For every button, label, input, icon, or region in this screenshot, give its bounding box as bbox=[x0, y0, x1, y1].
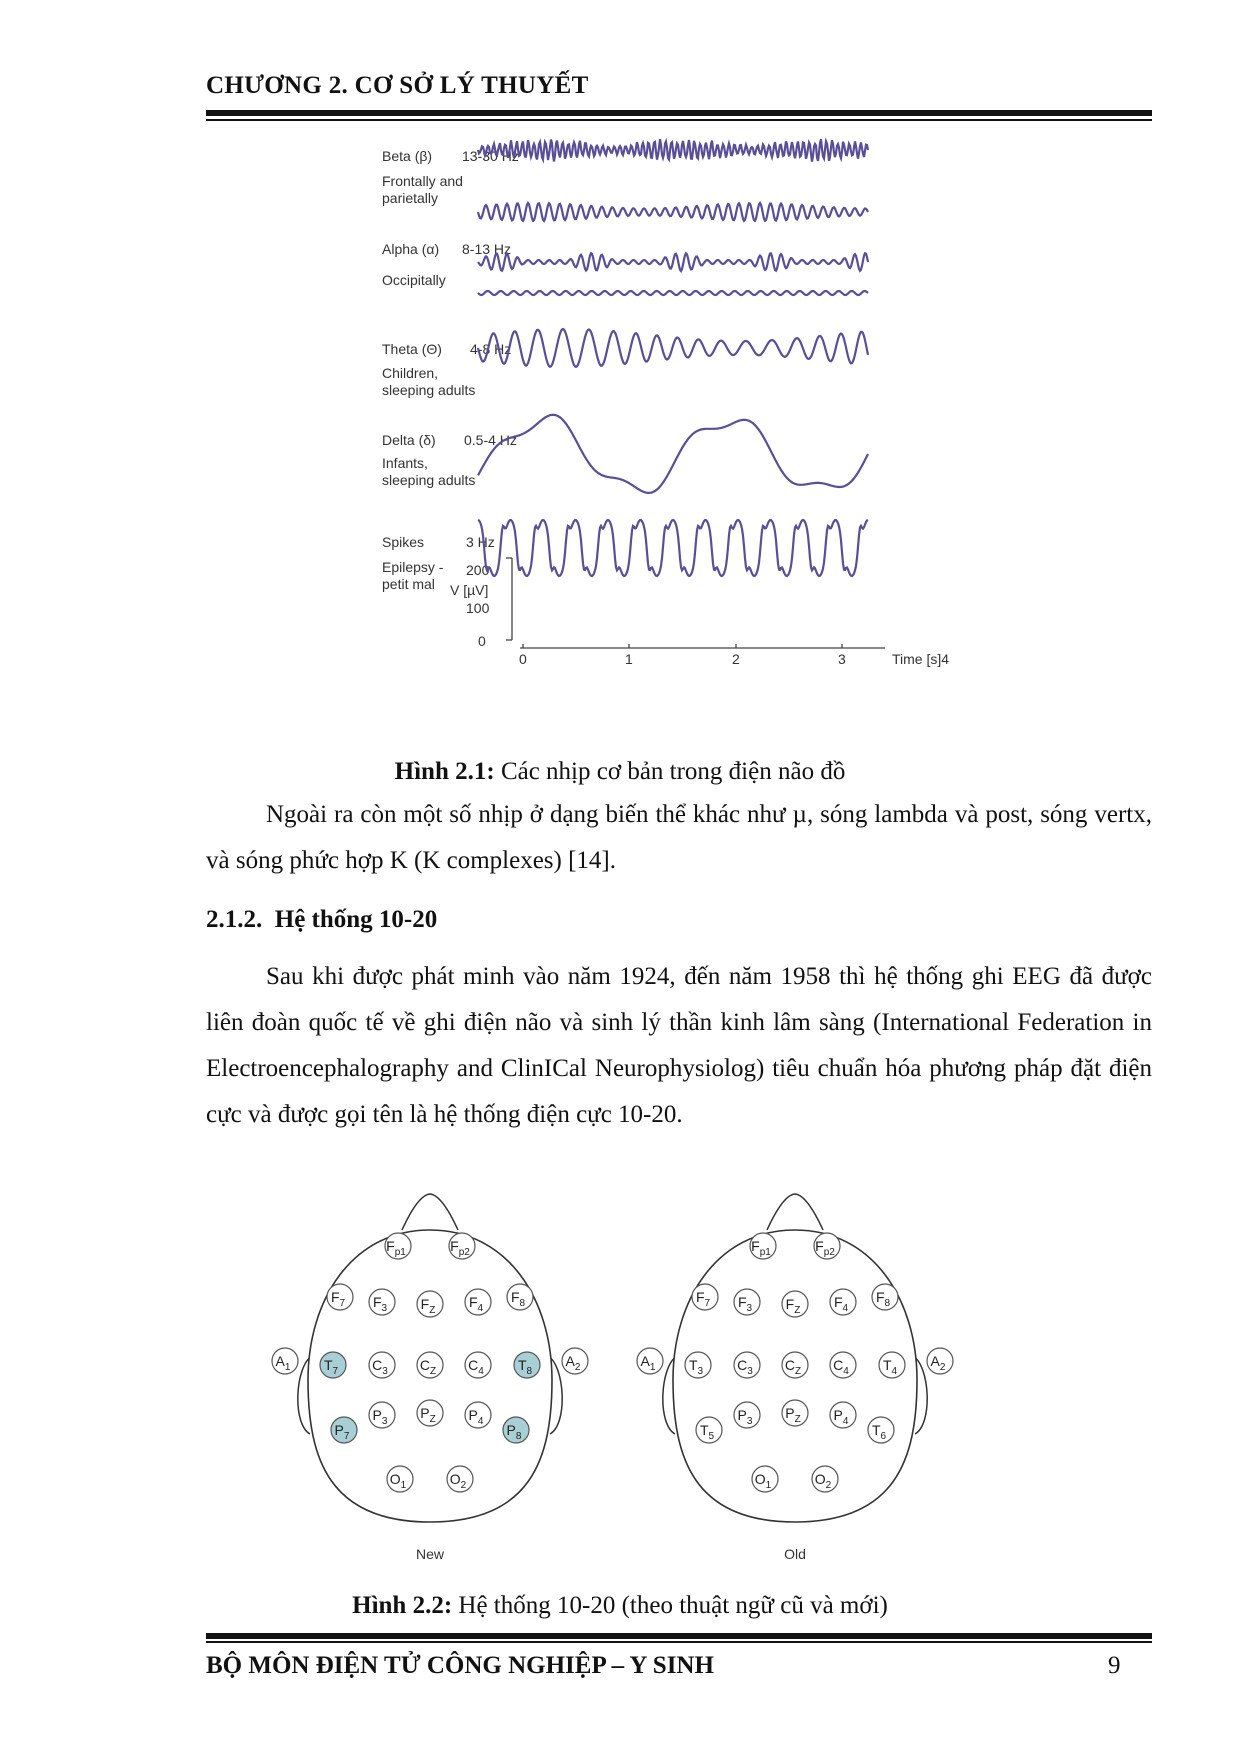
theta-wave bbox=[478, 329, 868, 367]
electrode-t7 bbox=[320, 1352, 346, 1378]
electrode-t3 bbox=[685, 1352, 711, 1378]
band-freq-theta: 4-8 Hz bbox=[470, 341, 512, 357]
electrode-p7 bbox=[331, 1417, 357, 1443]
band-desc-beta-2: parietally bbox=[382, 190, 439, 206]
band-desc-theta-1: Children, bbox=[382, 365, 439, 381]
electrode-subscript: 3 bbox=[746, 1303, 753, 1314]
electrode-fz bbox=[417, 1291, 443, 1317]
electrode-pz bbox=[782, 1400, 808, 1426]
x-tick-2: 2 bbox=[732, 651, 740, 667]
electrode-subscript: 8 bbox=[519, 1298, 526, 1309]
electrode-c3 bbox=[369, 1352, 395, 1378]
electrode-subscript: 2 bbox=[825, 1480, 832, 1491]
figure2-caption-label: Hình 2.2: bbox=[352, 1592, 453, 1619]
electrode-f4 bbox=[465, 1289, 491, 1315]
x-tick-1: 1 bbox=[625, 651, 633, 667]
electrode-t4 bbox=[879, 1352, 905, 1378]
y-tick-200: 200 bbox=[466, 562, 490, 578]
electrode-f3 bbox=[369, 1289, 395, 1315]
electrode-subscript: 3 bbox=[381, 1416, 388, 1427]
electrode-subscript: 3 bbox=[381, 1303, 388, 1314]
band-desc-theta-2: sleeping adults bbox=[382, 382, 476, 398]
head-diagram-new bbox=[272, 1194, 588, 1562]
header-rule bbox=[206, 110, 1152, 116]
electrode-letter: O bbox=[389, 1471, 401, 1487]
band-desc-spikes-1: Epilepsy - bbox=[382, 559, 444, 575]
figure2-caption bbox=[0, 1592, 1240, 1620]
electrode-subscript: 2 bbox=[574, 1362, 581, 1373]
electrode-subscript: 4 bbox=[843, 1366, 849, 1377]
head-label: New bbox=[415, 1546, 445, 1562]
electrode-subscript: Z bbox=[794, 1305, 801, 1316]
electrode-letter: T bbox=[882, 1357, 892, 1373]
electrode-t6 bbox=[868, 1417, 894, 1443]
alpha-wave-2 bbox=[478, 253, 868, 271]
nose-outline bbox=[767, 1194, 823, 1230]
head-diagram-old bbox=[637, 1194, 953, 1562]
electrode-letter: O bbox=[754, 1471, 766, 1487]
electrode-letter: P bbox=[833, 1407, 843, 1423]
band-freq-spikes: 3 Hz bbox=[466, 534, 495, 550]
eeg-rhythms-figure bbox=[370, 140, 980, 730]
electrode-subscript: 4 bbox=[478, 1366, 484, 1377]
band-desc-delta-2: sleeping adults bbox=[382, 472, 476, 488]
electrode-subscript: 4 bbox=[891, 1366, 898, 1377]
band-desc-beta-1: Frontally and bbox=[382, 173, 463, 189]
x-axis-label: Time [s]4 bbox=[892, 651, 950, 667]
spikes-wave bbox=[478, 520, 868, 576]
band-name-beta: Beta (β) bbox=[382, 148, 433, 164]
electrode-letter: C bbox=[468, 1357, 479, 1373]
header-rule-thin bbox=[206, 119, 1152, 121]
electrode-subscript: 4 bbox=[842, 1416, 849, 1427]
electrode-letter: F bbox=[372, 1294, 382, 1310]
electrode-subscript: 3 bbox=[697, 1366, 704, 1377]
electrode-letter: F bbox=[833, 1294, 843, 1310]
electrode-subscript: 5 bbox=[708, 1431, 715, 1442]
electrode-subscript: 3 bbox=[382, 1366, 388, 1377]
electrode-t5 bbox=[696, 1417, 722, 1443]
figure1-caption-label: Hình 2.1: bbox=[394, 758, 495, 785]
electrode-letter: P bbox=[468, 1407, 478, 1423]
electrode-pz bbox=[417, 1400, 443, 1426]
electrode-letter: F bbox=[420, 1296, 430, 1312]
electrode-letter: P bbox=[420, 1405, 430, 1421]
electrode-subscript: p1 bbox=[759, 1247, 771, 1258]
electrode-o2 bbox=[812, 1466, 838, 1492]
electrode-subscript: 2 bbox=[460, 1480, 467, 1491]
paragraph-10-20-system: Sau khi được phát minh vào năm 1924, đến năm 1958 thì hệ thống ghi EEG đã được liên đoàn quốc tế về ghi điện não và sinh lý thần kinh lâm sàng (International Federation in Electroencephalography and ClinICal Neurophysiolog) tiêu chuẩn hóa phương pháp đặt điện cực và được gọi tên là hệ thống điện cực 10-20. bbox=[206, 963, 1152, 1128]
electrode-letter: A bbox=[275, 1353, 285, 1369]
electrode-letter: C bbox=[372, 1357, 383, 1373]
band-freq-delta: 0.5-4 Hz bbox=[464, 432, 517, 448]
electrode-p8 bbox=[503, 1417, 529, 1443]
figure1-caption bbox=[0, 758, 1240, 786]
electrode-f4 bbox=[830, 1289, 856, 1315]
electrode-fz bbox=[782, 1291, 808, 1317]
electrode-subscript: 7 bbox=[343, 1431, 350, 1442]
electrode-letter: T bbox=[688, 1357, 698, 1373]
electrode-letter: T bbox=[871, 1422, 881, 1438]
ten-twenty-system-figure bbox=[275, 1160, 1060, 1600]
electrode-subscript: 8 bbox=[884, 1298, 891, 1309]
electrode-subscript: Z bbox=[430, 1366, 437, 1377]
electrode-letter: F bbox=[785, 1296, 795, 1312]
electrode-fp2 bbox=[449, 1233, 475, 1259]
figure1-caption-text: Các nhịp cơ bản trong điện não đồ bbox=[494, 758, 846, 785]
electrode-p4 bbox=[465, 1402, 491, 1428]
electrode-o2 bbox=[447, 1466, 473, 1492]
nose-outline bbox=[402, 1194, 458, 1230]
electrode-letter: P bbox=[372, 1407, 382, 1423]
section-title: Hệ thống 10-20 bbox=[274, 906, 438, 933]
electrode-t8 bbox=[514, 1352, 540, 1378]
electrode-subscript: 1 bbox=[284, 1362, 291, 1373]
electrode-letter: O bbox=[814, 1471, 826, 1487]
band-desc-alpha-1: Occipitally bbox=[382, 272, 446, 288]
electrode-subscript: 7 bbox=[332, 1366, 339, 1377]
band-name-theta: Theta (Θ) bbox=[382, 341, 442, 357]
electrode-f7 bbox=[692, 1284, 718, 1310]
electrode-subscript: 8 bbox=[526, 1366, 533, 1377]
electrode-letter: F bbox=[737, 1294, 747, 1310]
electrode-subscript: 4 bbox=[842, 1303, 849, 1314]
band-name-spikes: Spikes bbox=[382, 534, 425, 550]
electrode-subscript: p1 bbox=[394, 1247, 406, 1258]
electrode-letter: F bbox=[510, 1289, 520, 1305]
electrode-p3 bbox=[369, 1402, 395, 1428]
electrode-subscript: p2 bbox=[458, 1247, 470, 1258]
electrode-cz bbox=[782, 1352, 808, 1378]
footer-rule-thin bbox=[206, 1641, 1152, 1643]
electrode-subscript: 2 bbox=[939, 1362, 946, 1373]
electrode-letter: F bbox=[386, 1238, 395, 1254]
electrode-subscript: 8 bbox=[515, 1431, 522, 1442]
electrode-subscript: 4 bbox=[477, 1416, 484, 1427]
band-name-alpha: Alpha (α) bbox=[382, 241, 440, 257]
electrode-subscript: 7 bbox=[704, 1298, 711, 1309]
section-heading bbox=[206, 906, 437, 934]
electrode-letter: A bbox=[565, 1353, 575, 1369]
electrode-subscript: 7 bbox=[339, 1298, 346, 1309]
electrode-letter: C bbox=[784, 1357, 796, 1373]
delta-wave bbox=[478, 415, 868, 493]
page-number: 9 bbox=[1108, 1652, 1121, 1679]
electrode-subscript: Z bbox=[429, 1305, 436, 1316]
x-tick-0: 0 bbox=[519, 651, 527, 667]
electrode-fp1 bbox=[385, 1233, 411, 1259]
electrode-letter: T bbox=[517, 1357, 527, 1373]
electrode-f3 bbox=[734, 1289, 760, 1315]
footer-rule bbox=[206, 1633, 1152, 1639]
electrode-letter: F bbox=[330, 1289, 340, 1305]
head-label: Old bbox=[784, 1546, 806, 1562]
electrode-cz bbox=[417, 1352, 443, 1378]
electrode-a1 bbox=[272, 1348, 298, 1374]
electrode-letter: F bbox=[695, 1289, 705, 1305]
electrode-subscript: 4 bbox=[477, 1303, 484, 1314]
electrode-fp2 bbox=[814, 1233, 840, 1259]
beta-wave bbox=[478, 139, 868, 162]
electrode-subscript: 6 bbox=[880, 1431, 887, 1442]
electrode-letter: F bbox=[875, 1289, 885, 1305]
electrode-letter: F bbox=[468, 1294, 478, 1310]
electrode-subscript: 1 bbox=[400, 1480, 407, 1491]
electrode-subscript: Z bbox=[794, 1414, 801, 1425]
electrode-letter: P bbox=[785, 1405, 795, 1421]
electrode-letter: C bbox=[737, 1357, 748, 1373]
electrode-subscript: Z bbox=[429, 1414, 436, 1425]
band-name-delta: Delta (δ) bbox=[382, 432, 436, 448]
electrode-letter: C bbox=[419, 1357, 431, 1373]
electrode-c3 bbox=[734, 1352, 760, 1378]
electrode-o1 bbox=[752, 1466, 778, 1492]
band-freq-alpha: 8-13 Hz bbox=[462, 241, 512, 257]
electrode-letter: P bbox=[737, 1407, 747, 1423]
electrode-letter: F bbox=[815, 1238, 824, 1254]
electrode-letter: P bbox=[506, 1422, 516, 1438]
y-tick-100: 100 bbox=[466, 600, 490, 616]
electrode-letter: T bbox=[699, 1422, 709, 1438]
x-tick-3: 3 bbox=[838, 651, 846, 667]
electrode-o1 bbox=[387, 1466, 413, 1492]
electrode-f8 bbox=[872, 1284, 898, 1310]
alpha-wave-1 bbox=[478, 203, 868, 221]
electrode-subscript: Z bbox=[795, 1366, 802, 1377]
electrode-letter: F bbox=[751, 1238, 760, 1254]
figure2-caption-text: Hệ thống 10-20 (theo thuật ngữ cũ và mới) bbox=[452, 1592, 888, 1619]
electrode-letter: F bbox=[450, 1238, 459, 1254]
electrode-subscript: 3 bbox=[746, 1416, 753, 1427]
electrode-a1 bbox=[637, 1348, 663, 1374]
electrode-a2 bbox=[927, 1348, 953, 1374]
y-tick-0: 0 bbox=[478, 633, 486, 649]
electrode-p4 bbox=[830, 1402, 856, 1428]
electrode-letter: T bbox=[323, 1357, 333, 1373]
electrode-letter: A bbox=[930, 1353, 940, 1369]
electrode-letter: A bbox=[640, 1353, 650, 1369]
footer-department: BỘ MÔN ĐIỆN TỬ CÔNG NGHIỆP – Y SINH bbox=[206, 1652, 714, 1679]
electrode-subscript: p2 bbox=[823, 1247, 835, 1258]
electrode-c4 bbox=[830, 1352, 856, 1378]
y-axis-label: V [µV] bbox=[450, 582, 489, 598]
paragraph-rhythm-variants: Ngoài ra còn một số nhịp ở dạng biến thể khác như µ, sóng lambda và post, sóng vertx, và sóng phức hợp K (K complexes) [14]. bbox=[206, 801, 1152, 874]
section-number: 2.1.2. bbox=[206, 906, 263, 933]
band-freq-beta: 13-30 Hz bbox=[462, 148, 519, 164]
electrode-subscript: 1 bbox=[649, 1362, 656, 1373]
electrode-letter: C bbox=[833, 1357, 844, 1373]
electrode-a2 bbox=[562, 1348, 588, 1374]
electrode-subscript: 3 bbox=[747, 1366, 753, 1377]
band-desc-delta-1: Infants, bbox=[382, 455, 428, 471]
electrode-letter: O bbox=[449, 1471, 461, 1487]
electrode-p3 bbox=[734, 1402, 760, 1428]
band-desc-spikes-2: petit mal bbox=[382, 576, 435, 592]
chapter-header: CHƯƠNG 2. CƠ SỞ LÝ THUYẾT bbox=[206, 72, 589, 99]
electrode-c4 bbox=[465, 1352, 491, 1378]
electrode-f7 bbox=[327, 1284, 353, 1310]
electrode-subscript: 1 bbox=[765, 1480, 772, 1491]
electrode-f8 bbox=[507, 1284, 533, 1310]
alpha-wave-3 bbox=[478, 291, 868, 295]
electrode-letter: P bbox=[334, 1422, 344, 1438]
electrode-fp1 bbox=[750, 1233, 776, 1259]
